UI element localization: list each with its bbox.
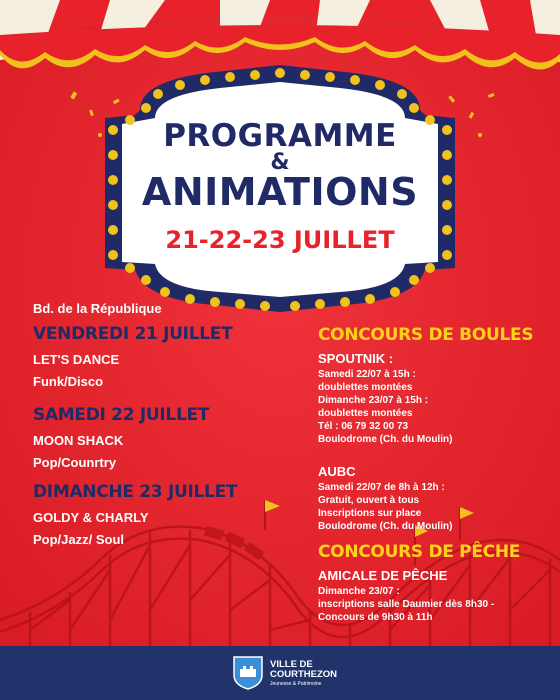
- boules-club1-line: Samedi 22/07 à 15h :: [318, 369, 416, 380]
- boules-heading: CONCOURS DE BOULES: [318, 325, 534, 345]
- day-title-friday: VENDREDI 21 JUILLET: [33, 324, 233, 344]
- boules-club1-line: doublettes montées: [318, 408, 413, 419]
- peche-heading: CONCOURS DE PÊCHE: [318, 542, 521, 562]
- title-ampersand: &: [270, 150, 290, 175]
- style-sunday: Pop/Jazz/ Soul: [33, 532, 125, 547]
- peche-club: AMICALE DE PÊCHE: [318, 568, 448, 583]
- boules-club1: SPOUTNIK :: [318, 351, 394, 366]
- peche-line: Concours de 9h30 à 11h: [318, 612, 433, 623]
- act-friday: LET'S DANCE: [33, 352, 120, 367]
- peche-line: inscriptions salle Daumier dès 8h30 -: [318, 599, 495, 610]
- logo-line1: VILLE DE: [270, 659, 313, 670]
- location: Bd. de la République: [33, 301, 162, 316]
- act-sunday: GOLDY & CHARLY: [33, 510, 149, 525]
- style-friday: Funk/Disco: [33, 374, 104, 389]
- day-title-saturday: SAMEDI 22 JUILLET: [33, 405, 210, 425]
- logo-subtitle: Jeunesse & Patrimoine: [270, 681, 322, 687]
- peche-line: Dimanche 23/07 :: [318, 586, 400, 597]
- boules-club1-line: Boulodrome (Ch. du Moulin): [318, 434, 453, 445]
- boules-club1-line: doublettes montées: [318, 382, 413, 393]
- boules-club2-line: Inscriptions sur place: [318, 508, 422, 519]
- boules-club2-line: Boulodrome (Ch. du Moulin): [318, 521, 453, 532]
- title-dates: 21-22-23 JUILLET: [165, 226, 395, 254]
- boules-club1-line: Tél : 06 79 32 00 73: [318, 421, 409, 432]
- boules-club2-line: Gratuit, ouvert à tous: [318, 495, 420, 506]
- logo-text: [270, 660, 337, 680]
- boules-club2-line: Samedi 22/07 de 8h à 12h :: [318, 482, 445, 493]
- style-saturday: Pop/Counrtry: [33, 455, 117, 470]
- title-programme: PROGRAMME: [163, 118, 397, 154]
- logo-line2: COURTHEZON: [270, 669, 338, 680]
- town-crest-icon: [232, 655, 264, 691]
- title-animations: ANIMATIONS: [141, 170, 419, 214]
- act-saturday: MOON SHACK: [33, 433, 124, 448]
- day-title-sunday: DIMANCHE 23 JUILLET: [33, 482, 238, 502]
- boules-club2: AUBC: [318, 464, 356, 479]
- boules-club1-line: Dimanche 23/07 à 15h :: [318, 395, 429, 406]
